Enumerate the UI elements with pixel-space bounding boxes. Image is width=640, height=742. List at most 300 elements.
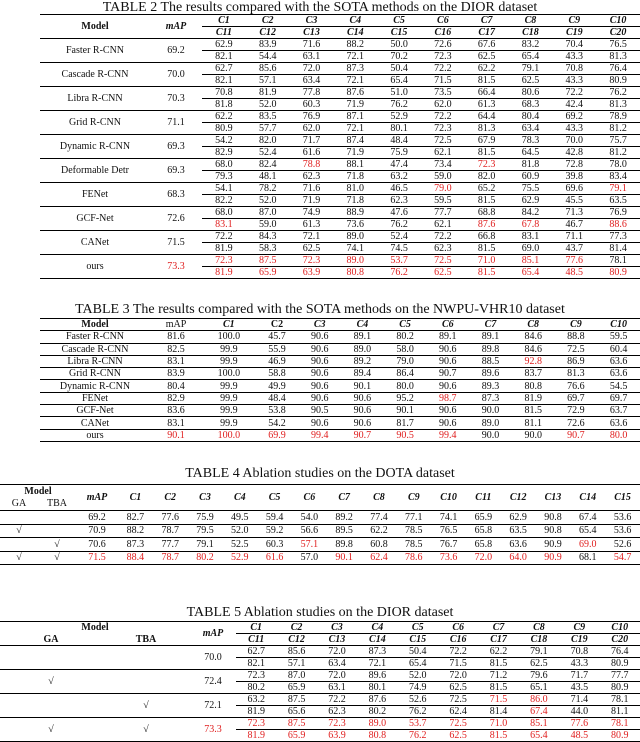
table-cell: 81.8: [202, 99, 246, 111]
col-header: C6: [441, 319, 454, 331]
table-cell: 81.5: [465, 243, 509, 255]
table-row: [40, 39, 640, 51]
table-cell: 90.0: [524, 429, 542, 441]
table-cell: 67.4: [579, 511, 597, 523]
table-cell: 39.8: [552, 171, 596, 183]
table-cell: 62.2: [215, 111, 233, 122]
table3-body: [40, 331, 640, 442]
table-cell: 72.3: [247, 718, 265, 729]
table-cell: 70.8: [570, 646, 589, 657]
table-cell: 81.3: [567, 368, 585, 380]
table-cell: 72.9: [567, 405, 585, 417]
table-cell: 85.6: [287, 646, 306, 657]
tba-header: TBA: [135, 633, 157, 645]
table-cell: 81.5: [478, 658, 518, 670]
table-cell: 80.2: [396, 331, 414, 343]
table-row: [40, 207, 640, 219]
table-cell: 58.3: [246, 243, 290, 255]
table-cell: 65.4: [579, 525, 597, 537]
table-row: [40, 111, 640, 123]
table-cell: 71.7: [302, 135, 321, 146]
table-cell: 89.0: [346, 231, 365, 242]
tba-check: [102, 670, 190, 694]
table-cell: 63.6: [609, 368, 628, 380]
col-header: C10: [610, 319, 627, 331]
table-cell: 89.1: [439, 331, 457, 343]
col-header: C14: [333, 27, 377, 39]
col-header: C8: [533, 622, 545, 633]
table-cell: 74.1: [439, 511, 458, 523]
table-cell: 72.3: [247, 670, 265, 681]
table-cell: 50.4: [390, 63, 408, 74]
table-cell: 76.4: [609, 63, 627, 74]
col-header: C4: [349, 15, 362, 26]
table-row: [40, 355, 640, 367]
map-value: 70.0: [204, 652, 222, 663]
table-cell: 76.5: [439, 525, 458, 537]
table-cell: 78.1: [611, 694, 629, 705]
table-cell: 62.9: [215, 39, 233, 50]
table-cell: 89.0: [368, 718, 387, 729]
table-cell: 58.0: [396, 343, 414, 355]
table-cell: 57.7: [246, 123, 290, 135]
table-cell: 56.6: [300, 525, 319, 537]
table-cell: 80.1: [377, 123, 421, 135]
table-cell: 68.0: [215, 159, 233, 170]
table-cell: 72.2: [328, 694, 346, 705]
table-cell: 71.5: [438, 658, 478, 670]
table-cell: 62.3: [317, 706, 357, 718]
table-cell: 65.9: [246, 267, 290, 279]
col-header: C15: [605, 485, 640, 511]
table-cell: 62.5: [509, 75, 553, 87]
table-cell: 80.8: [357, 730, 397, 742]
table-row: [40, 87, 640, 99]
table4-body: [0, 511, 640, 565]
tba-check: √: [54, 538, 60, 550]
table-cell: 53.7: [390, 255, 408, 266]
model-name: CANet: [80, 417, 110, 429]
table-cell: 72.3: [421, 51, 465, 63]
table-cell: 60.3: [290, 99, 334, 111]
map-value: 70.6: [88, 538, 106, 550]
table-cell: 62.3: [290, 171, 334, 183]
table-cell: 80.1: [357, 682, 397, 694]
table-cell: 52.0: [409, 670, 427, 681]
tba-check: [102, 646, 190, 670]
table-row: [0, 538, 640, 552]
table-cell: 62.5: [438, 730, 478, 742]
table-cell: 81.1: [524, 417, 542, 429]
table-cell: 87.1: [346, 111, 365, 122]
table-cell: 79.0: [434, 183, 452, 194]
table-cell: 99.9: [220, 405, 238, 417]
map-value: 83.1: [167, 417, 185, 429]
table-cell: 68.0: [215, 207, 233, 218]
table-cell: 53.8: [268, 405, 286, 417]
map-value: 83.1: [167, 356, 185, 368]
table-cell: 77.6: [161, 511, 179, 523]
table-cell: 78.3: [521, 135, 540, 146]
table-cell: 77.6: [570, 718, 589, 729]
table-cell: 68.1: [579, 552, 597, 564]
table-cell: 62.5: [438, 682, 478, 694]
model-name: Dynamic R-CNN: [59, 380, 131, 392]
table-cell: 54.2: [268, 417, 286, 429]
table-cell: 99.9: [220, 417, 238, 429]
table-cell: 76.2: [377, 99, 421, 111]
col-header: C10: [431, 485, 466, 511]
table-cell: 87.6: [465, 219, 509, 231]
tba-check: [38, 524, 76, 538]
table3-caption: TABLE 3 The results compared with the SOTA methods on the NWPU-VHR10 dataset: [75, 302, 565, 317]
table-cell: 63.2: [377, 171, 421, 183]
col-header: C18: [509, 27, 553, 39]
table-cell: 90.7: [439, 368, 457, 380]
table-cell: 57.1: [276, 658, 316, 670]
table-cell: 89.5: [335, 525, 353, 537]
table-cell: 57.1: [300, 538, 319, 550]
table-cell: 81.9: [236, 706, 276, 718]
table-cell: 87.0: [287, 670, 306, 681]
tba-check: [38, 511, 76, 525]
table-cell: 72.1: [333, 51, 377, 63]
table-cell: 78.0: [609, 159, 627, 170]
table-cell: 78.1: [611, 718, 629, 729]
table-cell: 90.6: [310, 368, 329, 380]
table-cell: 63.4: [317, 658, 357, 670]
col-header: C6: [292, 485, 327, 511]
table-cell: 90.8: [544, 511, 562, 523]
col-header: C10: [611, 622, 629, 633]
ga-header: GA: [11, 498, 27, 510]
col-header: C6: [452, 622, 464, 633]
table-cell: 82.0: [258, 135, 277, 146]
model-name: ours: [86, 261, 104, 272]
map-value: 70.3: [167, 93, 185, 104]
table-cell: 90.6: [353, 405, 372, 417]
table-cell: 60.4: [609, 343, 628, 355]
table-cell: 61.3: [290, 219, 334, 231]
table-cell: 74.1: [333, 243, 377, 255]
table-cell: 88.8: [567, 331, 585, 343]
table-cell: 71.5: [421, 75, 465, 87]
table-cell: 76.2: [377, 267, 421, 279]
table-cell: 49.9: [268, 380, 286, 392]
table-cell: 87.3: [368, 646, 387, 657]
table-cell: 86.4: [396, 368, 414, 380]
map-value: 80.4: [167, 380, 185, 392]
table-cell: 62.4: [370, 552, 388, 564]
table-row: [40, 429, 640, 441]
col-header: C4: [222, 485, 257, 511]
table-cell: 44.0: [559, 706, 599, 718]
table-cell: 78.8: [302, 159, 321, 170]
col-header: C11: [202, 27, 246, 39]
col-header: C10: [609, 15, 627, 26]
table2-body: [40, 39, 640, 279]
table-cell: 87.6: [368, 694, 387, 705]
table-cell: 52.4: [390, 231, 408, 242]
map-header: mAP: [76, 485, 118, 511]
map-value: 68.3: [167, 189, 185, 200]
table-cell: 76.9: [609, 207, 627, 218]
table-row: [0, 646, 640, 658]
table-cell: 72.1: [333, 75, 377, 87]
table-cell: 80.9: [600, 682, 640, 694]
table-cell: 65.4: [398, 658, 438, 670]
table-cell: 88.1: [346, 159, 365, 170]
table-cell: 99.4: [439, 429, 457, 441]
model-name: Faster R-CNN: [65, 45, 125, 56]
col-header: C5: [393, 15, 405, 26]
table-cell: 82.0: [465, 171, 509, 183]
map-value: 90.1: [167, 429, 185, 441]
table-cell: 89.2: [335, 511, 353, 523]
table-cell: 60.9: [509, 171, 553, 183]
model-name: FENet: [81, 189, 109, 200]
table-cell: 80.9: [600, 658, 640, 670]
table-cell: 90.6: [439, 405, 457, 417]
map-value: 70.0: [167, 69, 185, 80]
map-value: 71.1: [167, 117, 185, 128]
table3: [40, 318, 640, 442]
col-header: C2: [153, 485, 188, 511]
model-name: Cascade R-CNN: [61, 343, 129, 355]
table-cell: 65.4: [509, 267, 553, 279]
table-cell: 70.8: [215, 87, 233, 98]
table-cell: 99.9: [220, 356, 238, 368]
table-cell: 72.1: [357, 658, 397, 670]
table-cell: 77.8: [302, 87, 321, 98]
table-row: [40, 183, 640, 195]
table-cell: 90.9: [544, 552, 562, 564]
table-cell: 79.3: [202, 171, 246, 183]
table-cell: 52.4: [246, 147, 290, 159]
table-cell: 82.1: [202, 51, 246, 63]
table-cell: 54.0: [300, 511, 319, 523]
table-cell: 81.1: [600, 706, 640, 718]
table-cell: 99.9: [220, 392, 238, 404]
table-cell: 79.1: [196, 538, 214, 550]
table-cell: 85.1: [530, 718, 548, 729]
table-cell: 77.6: [565, 255, 584, 266]
table-row: [40, 159, 640, 171]
table-cell: 72.0: [474, 552, 493, 564]
model-name: ours: [86, 429, 104, 441]
table-cell: 81.4: [596, 243, 640, 255]
table-cell: 62.2: [370, 525, 388, 537]
table-cell: 90.1: [353, 380, 372, 392]
col-header: C9: [568, 15, 581, 26]
table-cell: 62.0: [421, 99, 465, 111]
col-header: C16: [421, 27, 465, 39]
table-row: [0, 718, 640, 730]
col-header: C8: [524, 15, 537, 26]
table-cell: 59.4: [265, 511, 284, 523]
table-cell: 81.5: [465, 267, 509, 279]
table-row: [40, 63, 640, 75]
table-cell: 81.5: [465, 195, 509, 207]
table-cell: 63.5: [509, 525, 527, 537]
map-value: 72.4: [204, 676, 222, 687]
table-cell: 53.6: [613, 525, 632, 537]
map-value: 71.5: [88, 552, 106, 564]
table-cell: 78.6: [405, 552, 423, 564]
table-cell: 52.0: [246, 195, 290, 207]
table-cell: 72.3: [302, 255, 321, 266]
table-cell: 67.8: [509, 219, 553, 231]
ga-check: √: [48, 724, 54, 735]
table-cell: 80.9: [202, 123, 246, 135]
table-cell: 75.5: [521, 183, 540, 194]
table-cell: 72.3: [215, 255, 233, 266]
map-value: 81.6: [167, 331, 185, 343]
table-cell: 83.9: [258, 39, 277, 50]
table-cell: 76.2: [398, 730, 438, 742]
table-cell: 62.3: [377, 195, 421, 207]
col-header: C4: [356, 319, 369, 331]
table-cell: 48.4: [390, 135, 408, 146]
table-cell: 84.3: [258, 231, 277, 242]
col-header: C3: [305, 15, 318, 26]
table-cell: 81.4: [478, 706, 518, 718]
col-header: C12: [501, 485, 536, 511]
table-cell: 90.8: [544, 525, 562, 537]
table-cell: 79.1: [521, 63, 540, 74]
col-header: C19: [559, 634, 599, 646]
table-cell: 90.6: [439, 380, 457, 392]
map-value: 73.3: [167, 261, 185, 272]
table-cell: 72.3: [328, 718, 346, 729]
table-cell: 48.4: [268, 392, 286, 404]
table-cell: 80.9: [600, 730, 640, 742]
table-cell: 43.7: [552, 243, 596, 255]
table-cell: 68.8: [477, 207, 496, 218]
table-cell: 78.2: [258, 183, 277, 194]
table-cell: 87.5: [258, 255, 277, 266]
table-cell: 71.0: [489, 718, 508, 729]
table-cell: 76.2: [377, 219, 421, 231]
table-cell: 52.0: [231, 525, 249, 537]
table-cell: 65.9: [474, 511, 493, 523]
table-cell: 71.5: [489, 694, 508, 705]
col-header: C13: [317, 634, 357, 646]
table-cell: 75.9: [377, 147, 421, 159]
table-cell: 63.9: [290, 267, 334, 279]
col-header: C12: [276, 634, 316, 646]
table-cell: 73.5: [434, 87, 452, 98]
ga-check: √: [16, 552, 22, 564]
table-cell: 72.5: [434, 135, 452, 146]
table4: [0, 484, 640, 565]
table-cell: 62.2: [477, 63, 496, 74]
table-cell: 90.5: [310, 405, 329, 417]
table-cell: 73.6: [333, 219, 377, 231]
col-header: C9: [396, 485, 431, 511]
table-cell: 74.5: [377, 243, 421, 255]
table-cell: 87.6: [346, 87, 365, 98]
table-cell: 63.2: [247, 694, 265, 705]
table-cell: 65.8: [474, 525, 493, 537]
table-cell: 62.1: [421, 219, 465, 231]
map-header: mAP: [150, 15, 202, 39]
table-cell: 81.0: [346, 183, 365, 194]
col-header: C17: [478, 634, 518, 646]
ga-check: [0, 646, 102, 670]
table-cell: 71.6: [302, 39, 321, 50]
table-cell: 83.5: [258, 111, 277, 122]
map-value: 71.5: [167, 237, 185, 248]
col-header: C15: [377, 27, 421, 39]
table-cell: 63.1: [290, 51, 334, 63]
model-name: Grid R-CNN: [69, 368, 121, 380]
table-cell: 81.9: [258, 87, 277, 98]
table-cell: 50.0: [390, 39, 408, 50]
tba-header: TBA: [47, 498, 67, 510]
table-cell: 60.8: [370, 538, 388, 550]
table-cell: 71.7: [570, 670, 589, 681]
model-name: Grid R-CNN: [69, 117, 121, 128]
col-header: C1: [118, 485, 153, 511]
table-cell: 79.5: [196, 525, 214, 537]
table-cell: 78.5: [405, 538, 423, 550]
table-cell: 88.5: [481, 356, 500, 368]
col-header: C11: [236, 634, 276, 646]
table-cell: 69.7: [609, 392, 628, 404]
col-header: C13: [290, 27, 334, 39]
table-cell: 90.6: [310, 343, 329, 355]
table-cell: 78.5: [405, 525, 423, 537]
table-cell: 65.8: [474, 538, 493, 550]
table-cell: 54.1: [215, 183, 233, 194]
table-cell: 79.1: [530, 646, 548, 657]
table-cell: 89.0: [481, 417, 500, 429]
col-header: C5: [411, 622, 424, 633]
table-cell: 62.7: [215, 63, 233, 74]
map-value: 69.3: [167, 141, 185, 152]
col-header: C1: [250, 622, 263, 633]
table-cell: 69.2: [565, 111, 584, 122]
table-cell: 71.1: [565, 231, 584, 242]
table-cell: 80.2: [236, 682, 276, 694]
col-header: C13: [536, 485, 571, 511]
col-header: C9: [573, 622, 586, 633]
table-cell: 62.5: [290, 243, 334, 255]
table-cell: 81.3: [596, 99, 640, 111]
col-header: C7: [484, 319, 497, 331]
table5-caption: TABLE 5 Ablation studies on the DIOR dataset: [186, 605, 454, 620]
table-cell: 54.5: [609, 380, 628, 392]
table-cell: 81.9: [202, 243, 246, 255]
table-cell: 71.0: [477, 255, 496, 266]
table-cell: 90.6: [310, 380, 329, 392]
table-cell: 59.0: [421, 171, 465, 183]
table-cell: 63.6: [609, 356, 628, 368]
table-cell: 72.2: [215, 231, 233, 242]
table-cell: 48.1: [246, 171, 290, 183]
table-cell: 52.6: [409, 694, 427, 705]
table-cell: 79.0: [396, 356, 414, 368]
col-header: C5: [399, 319, 411, 331]
table-cell: 76.2: [609, 87, 627, 98]
table-cell: 99.9: [220, 380, 238, 392]
table-cell: 83.1: [202, 219, 246, 231]
map-header: mAP: [190, 622, 236, 646]
table-cell: 48.5: [552, 267, 596, 279]
table-cell: 87.3: [481, 392, 500, 404]
col-header: C6: [437, 15, 449, 26]
